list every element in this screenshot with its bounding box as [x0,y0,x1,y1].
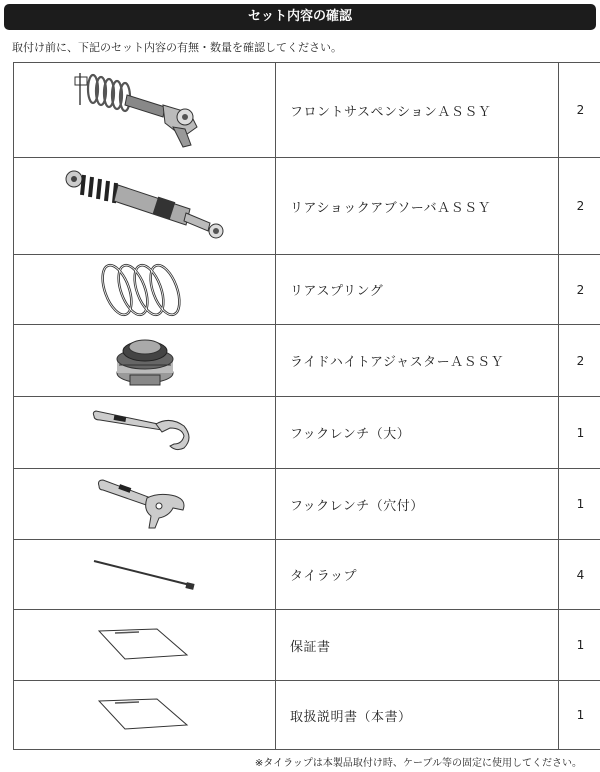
table-row [14,540,600,610]
item-image-cell [14,255,276,325]
cable-tie-icon [90,555,200,595]
item-qty: 2 [559,255,600,325]
item-image-cell [14,540,276,610]
page-title: セット内容の確認 [247,9,352,24]
item-image-cell [14,158,276,255]
item-name: タイラップ [276,540,559,610]
hook-wrench-hole-icon [95,476,195,532]
item-name: ライドハイトアジャスターＡＳＳＹ [276,325,559,397]
item-name: リアショックアブソーバＡＳＳＹ [276,158,559,255]
table-row [14,397,600,469]
item-qty: 1 [559,397,600,469]
item-image-cell [14,681,276,750]
warranty-sheet-icon [95,625,195,665]
rear-shock-absorber-icon [60,161,230,251]
front-suspension-icon [65,65,225,155]
intro-text: 取付け前に、下記のセット内容の有無・数量を確認してください。 [12,41,342,54]
table-row [14,325,600,397]
item-qty: 4 [559,540,600,610]
table-row [14,255,600,325]
item-name: フックレンチ（穴付） [276,469,559,540]
item-qty: 1 [559,610,600,681]
table-row [14,469,600,540]
table-row [14,681,600,750]
item-image-cell [14,610,276,681]
item-qty: 1 [559,681,600,750]
ride-height-adjuster-icon [110,329,180,393]
hook-wrench-large-icon [90,408,200,458]
item-qty: 2 [559,63,600,158]
contents-table [13,62,600,750]
item-name: フックレンチ（大） [276,397,559,469]
table-row [14,610,600,681]
item-name: 取扱説明書（本書） [276,681,559,750]
manual-sheet-icon [95,695,195,735]
footnote: ※タイラップは本製品取付け時、ケーブル等の固定に使用してください。 [254,758,582,769]
item-name: リアスプリング [276,255,559,325]
item-image-cell [14,397,276,469]
item-qty: 2 [559,325,600,397]
item-image-cell [14,63,276,158]
table-row [14,63,600,158]
item-qty: 2 [559,158,600,255]
item-qty: 1 [559,469,600,540]
page-header [4,4,596,30]
item-image-cell [14,325,276,397]
rear-spring-icon [95,258,195,322]
item-name: 保証書 [276,610,559,681]
table-row [14,158,600,255]
item-name: フロントサスペンションＡＳＳＹ [276,63,559,158]
item-image-cell [14,469,276,540]
